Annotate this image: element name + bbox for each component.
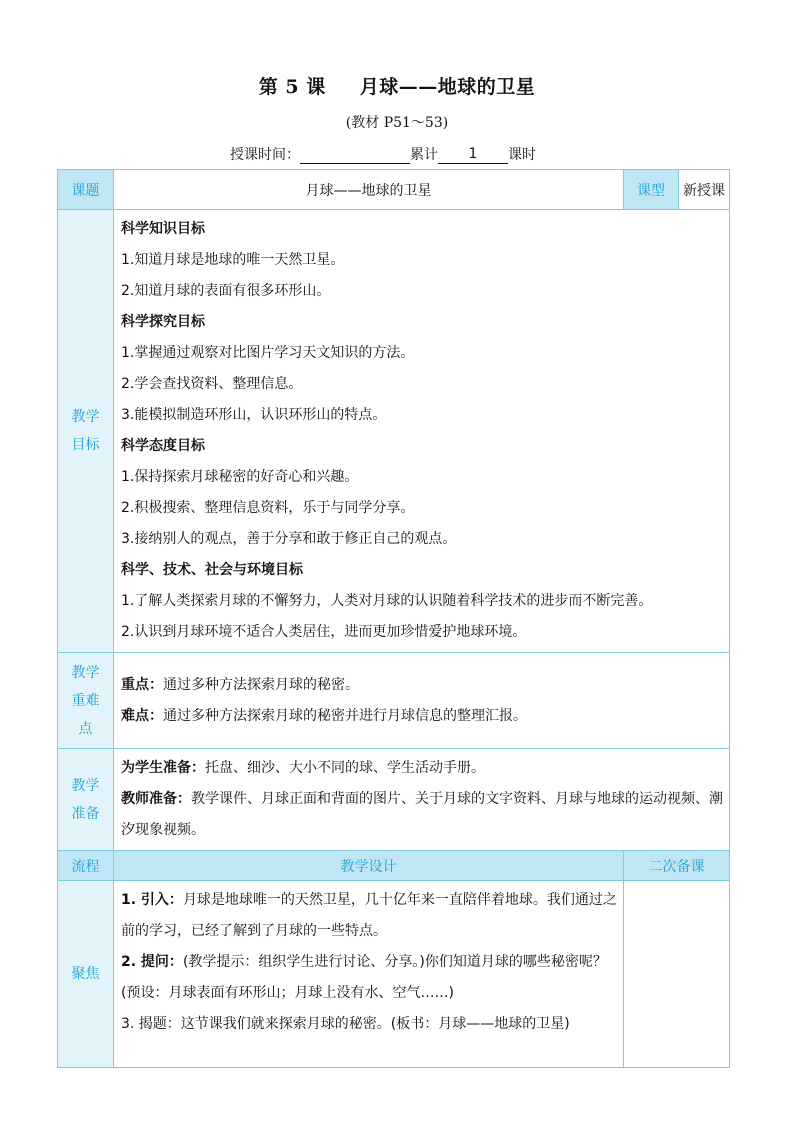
difficulty-line: [121, 701, 723, 732]
goal-item: 2.学会查找资料、整理信息。: [121, 376, 303, 392]
step-intro: [121, 885, 617, 947]
teacher-prep-label: 教师准备：: [121, 791, 191, 807]
topic-row: [58, 170, 730, 210]
goal-item: 1.知道月球是地球的唯一天然卫星。: [121, 252, 345, 268]
preparation-row: [58, 749, 730, 851]
preparation-content: [114, 749, 730, 851]
goal-item: 3.接纳别人的观点，善于分享和敢于修正自己的观点。: [121, 531, 457, 547]
preparation-label-2: 准备: [71, 805, 100, 822]
step-question-text: (教学提示：组织学生进行讨论、分享。)你们知道月球的哪些秘密呢？(预设：月球表面有环形山；月球上没有水、空气……): [121, 954, 607, 1001]
key-points-label-3: 点: [78, 720, 93, 737]
goal-item: 3.能模拟制造环形山，认识环形山的特点。: [121, 407, 387, 423]
goal-item: 2.知道月球的表面有很多环形山。: [121, 283, 331, 299]
focus-line: [121, 670, 723, 701]
topic-label: 课题: [58, 170, 114, 210]
goal-item: 2.认识到月球环境不适合人类居住，进而更加珍惜爱护地球环境。: [121, 624, 527, 640]
lesson-plan-table: [57, 169, 730, 1068]
revise-header: 二次备课: [624, 851, 730, 881]
type-label: 课型: [624, 170, 679, 210]
flow-header-row: [58, 851, 730, 881]
goal-heading: 科学探究目标: [121, 314, 205, 330]
goal-item: 2.积极搜索、整理信息资料，乐于与同学分享。: [121, 500, 415, 516]
difficulty-text: 通过多种方法探索月球的秘密并进行月球信息的整理汇报。: [163, 707, 527, 724]
goal-heading: 科学态度目标: [121, 438, 205, 454]
goals-label-1: 教学: [71, 409, 100, 425]
goals-label-2: 目标: [71, 437, 100, 453]
lesson-name: 月球——地球的卫星: [359, 76, 536, 98]
preparation-label-1: 教学: [71, 777, 100, 794]
key-points-label-2: 重难: [71, 692, 100, 709]
time-label: 授课时间：: [230, 147, 300, 163]
focus-stage-label: 聚焦: [58, 881, 114, 1068]
revise-cell: [624, 881, 730, 1068]
key-points-label-1: 教学: [71, 664, 100, 681]
key-points-content: [114, 653, 730, 749]
step-question-label: 2. 提问：: [121, 954, 183, 970]
difficulty-label: 难点：: [121, 707, 163, 724]
student-prep-text: 托盘、细沙、大小不同的球、学生活动手册。: [205, 760, 485, 776]
goals-content: [114, 210, 730, 653]
student-prep: [121, 753, 723, 784]
focus-stage-content: [114, 881, 624, 1068]
step-question: [121, 947, 617, 1009]
time-blank: [300, 146, 410, 164]
focus-stage-row: [58, 881, 730, 1068]
class-time-line: [230, 144, 536, 164]
goals-label: [58, 210, 114, 653]
key-points-row: [58, 653, 730, 749]
goal-heading: 科学知识目标: [121, 221, 205, 237]
goals-row: [58, 210, 730, 653]
teacher-prep-text: 教学课件、月球正面和背面的图片、关于月球的文字资料、月球与地球的运动视频、潮汐现象视频。: [121, 791, 723, 838]
total-label: 累计: [410, 147, 438, 163]
design-header: 教学设计: [114, 851, 624, 881]
type-value: 新授课: [679, 170, 730, 210]
textbook-pages: (教材 P51～53): [345, 115, 449, 131]
period-label: 课时: [508, 147, 536, 163]
goal-item: 1.掌握通过观察对比图片学习天文知识的方法。: [121, 345, 415, 361]
teacher-prep: [121, 784, 723, 846]
process-header: 流程: [58, 851, 114, 881]
goal-item: 1.保持探索月球秘密的好奇心和兴趣。: [121, 469, 359, 485]
step-reveal: 3. 揭题：这节课我们就来探索月球的秘密。(板书：月球——地球的卫星): [121, 1016, 570, 1032]
preparation-label: [58, 749, 114, 851]
step-intro-text: 月球是地球唯一的天然卫星，几十亿年来一直陪伴着地球。我们通过之前的学习，已经了解到了月球的一些特点。: [121, 892, 617, 939]
lesson-number: 第 5 课: [258, 76, 326, 98]
focus-text: 通过多种方法探索月球的秘密。: [163, 676, 359, 693]
lesson-title: [0, 72, 794, 99]
key-points-label: [58, 653, 114, 749]
step-intro-label: 1. 引入：: [121, 892, 183, 908]
total-value: 1: [438, 146, 508, 164]
goal-item: 1.了解人类探索月球的不懈努力，人类对月球的认识随着科学技术的进步而不断完善。: [121, 593, 653, 609]
goal-heading: 科学、技术、社会与环境目标: [121, 562, 303, 578]
focus-label: 重点：: [121, 676, 163, 693]
student-prep-label: 为学生准备：: [121, 760, 205, 776]
topic-value: 月球——地球的卫星: [114, 170, 624, 210]
